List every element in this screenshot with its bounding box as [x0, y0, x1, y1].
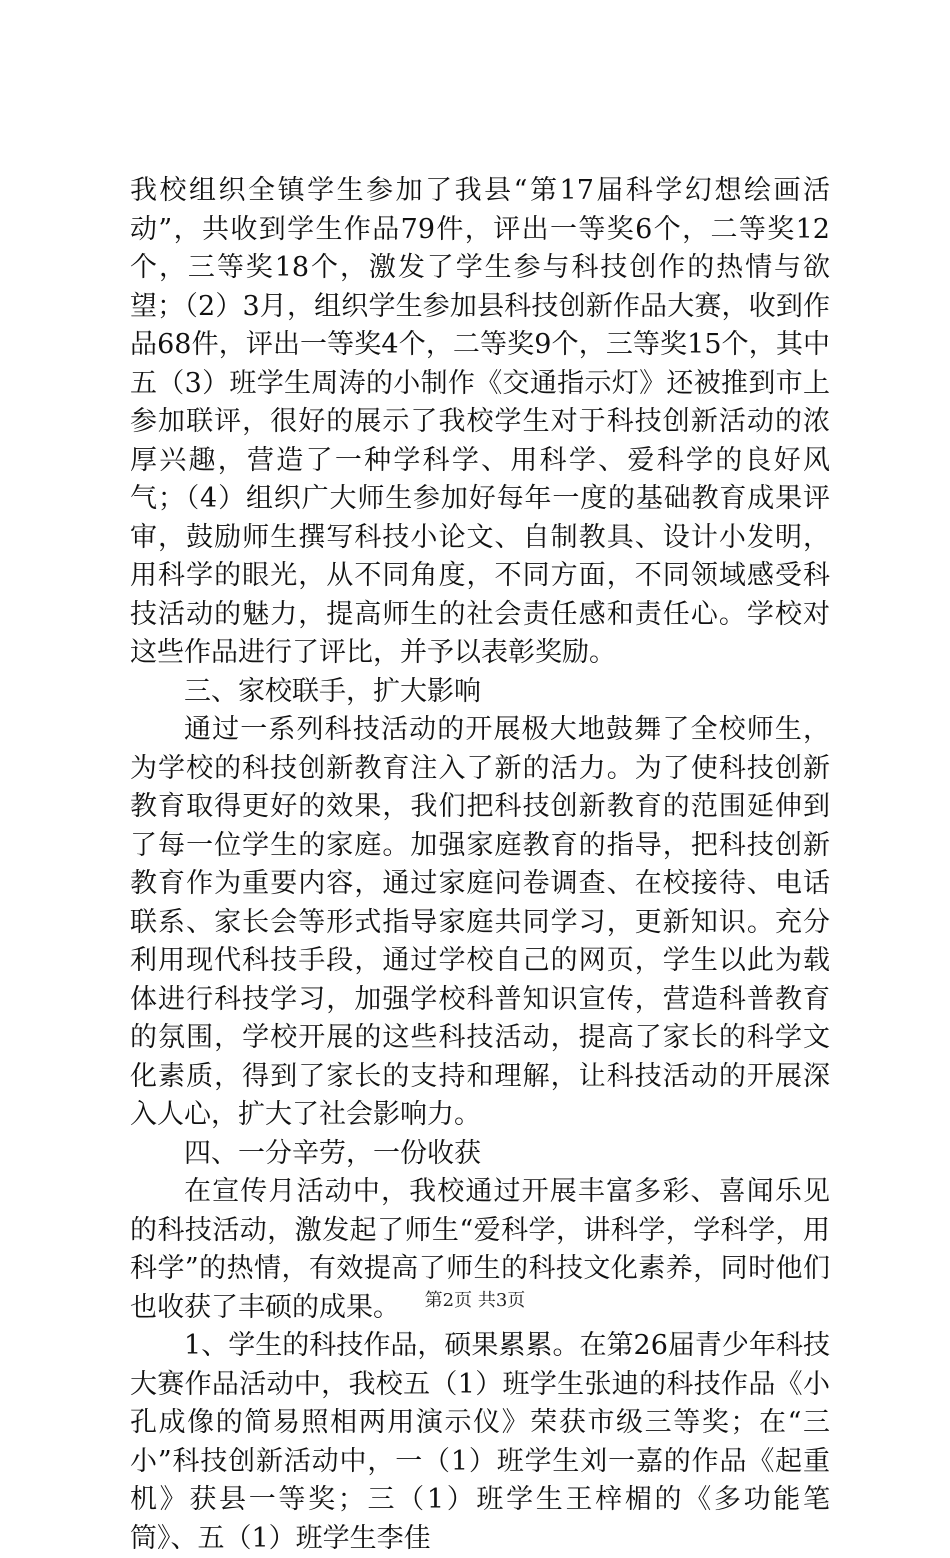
section-heading-four: 四、一分辛劳，一份收获 [184, 1137, 481, 1169]
paragraph-student-works: 1、学生的科技作品，硕果累累。在第26届青少年科技大赛作品活动中，我校五（1）班学生张迪的科技作品《小孔成像的简易照相两用演示仪》荣获市级三等奖；在“三小”科技创新活动中，一（1）班学生刘一嘉的作品《起重机》获县一等奖；三（1）班学生王梓楣的《多功能笔筒》、五（1）班学生李佳 [130, 1330, 830, 1554]
paragraph-continuation: 我校组织全镇学生参加了我县“第17届科学幻想绘画活动”，共收到学生作品79件，评出一等奖6个，二等奖12个，三等奖18个，激发了学生参与科技创作的热情与欲望；（2）3月，组织学生参加县科技创新作品大赛，收到作品68件，评出一等奖4个，二等奖9个，三等奖15个，其中五（3）班学生周涛的小制作《交通指示灯》还被推到市上参加联评，很好的展示了我校学生对于科技创新活动的浓厚兴趣，营造了一种学科学、用科学、爱科学的良好风气；（4）组织广大师生参加好每年一度的基础教育成果评审，鼓励师生撰写科技小论文、自制教具、设计小发明，用科学的眼光，从不同角度，不同方面，不同领域感受科技活动的魅力，提高师生的社会责任感和责任心。学校对这些作品进行了评比，并予以表彰奖励。 [130, 175, 830, 668]
section-heading-three: 三、家校联手，扩大影响 [184, 675, 481, 707]
page-number-footer: 第2页 共3页 [424, 1290, 526, 1311]
document-body [130, 172, 830, 1558]
paragraph-home-school: 通过一系列科技活动的开展极大地鼓舞了全校师生，为学校的科技创新教育注入了新的活力。为了使科技创新教育取得更好的效果，我们把科技创新教育的范围延伸到了每一位学生的家庭。加强家庭教育的指导，把科技创新教育作为重要内容，通过家庭问卷调查、在校接待、电话联系、家长会等形式指导家庭共同学习，更新知识。充分利用现代科技手段，通过学校自己的网页，学生以此为载体进行科技学习，加强学校科普知识宣传，营造科普教育的氛围，学校开展的这些科技活动，提高了家长的科学文化素质，得到了家长的支持和理解，让科技活动的开展深入人心，扩大了社会影响力。 [130, 714, 830, 1130]
paragraph-harvest: 在宣传月活动中，我校通过开展丰富多彩、喜闻乐见的科技活动，激发起了师生“爱科学，讲科学，学科学，用科学”的热情，有效提高了师生的科技文化素养，同时他们也收获了丰硕的成果。 [130, 1176, 830, 1323]
